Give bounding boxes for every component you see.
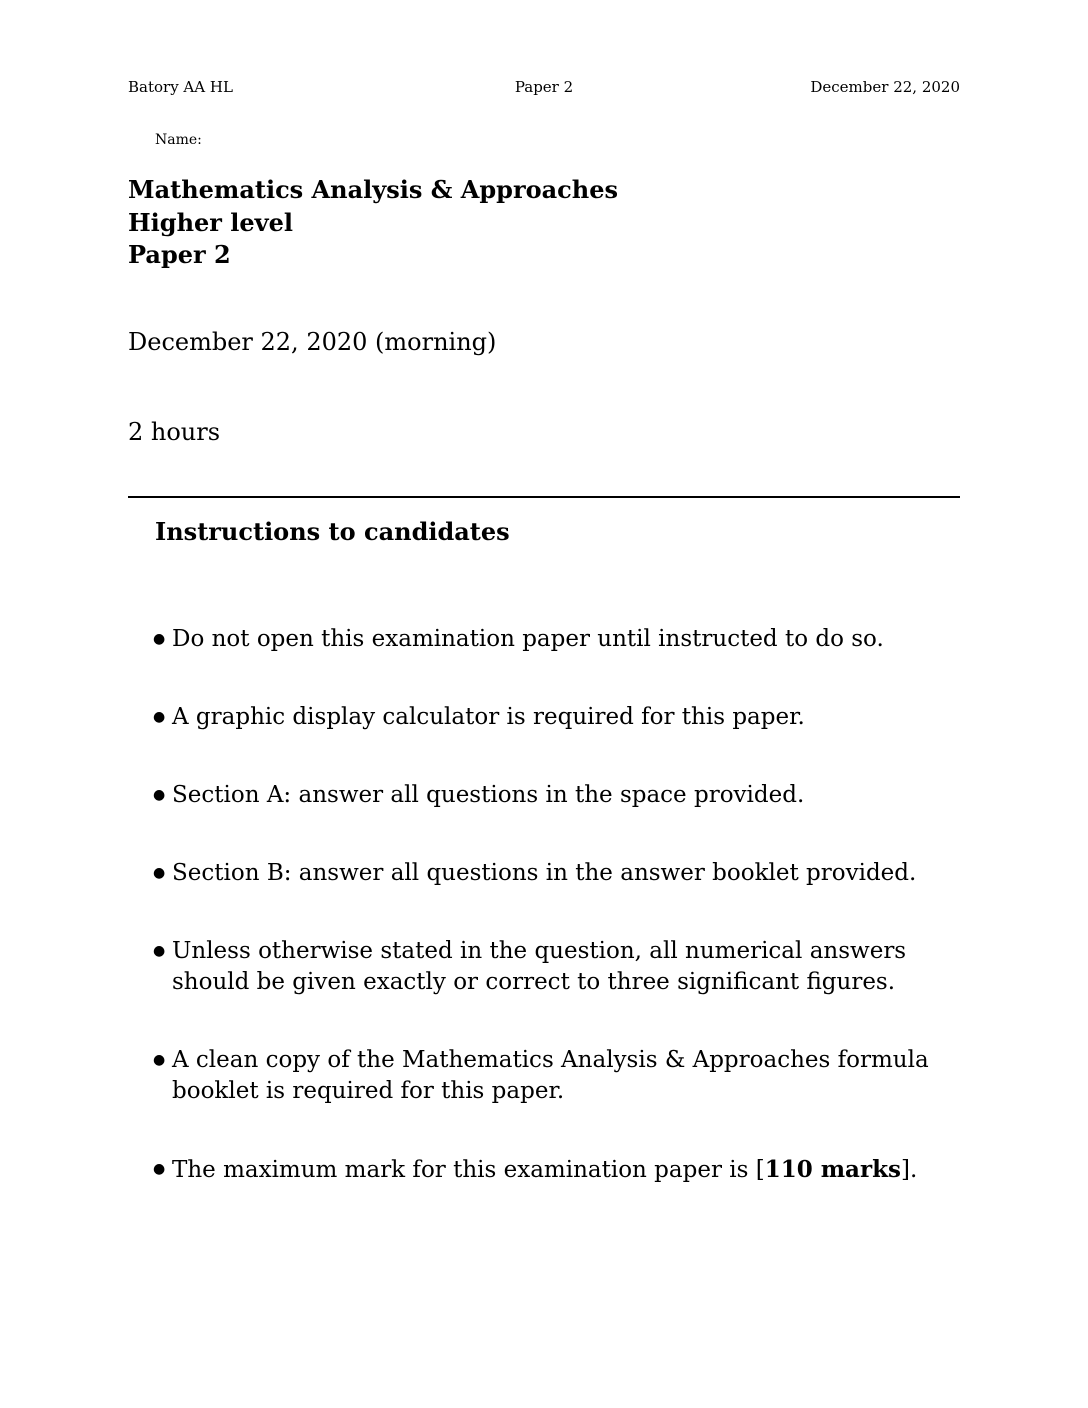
exam-title-paper: Paper 2 bbox=[128, 240, 231, 269]
instruction-text: Section A: answer all questions in the space provided. bbox=[172, 782, 805, 808]
exam-title-subject: Mathematics Analysis & Approaches bbox=[128, 175, 618, 204]
instruction-text: Section B: answer all questions in the answer booklet provided. bbox=[172, 860, 917, 886]
instruction-text-before: The maximum mark for this examination paper is [ bbox=[172, 1157, 765, 1183]
bullet-icon: ● bbox=[153, 631, 166, 647]
bullet-icon: ● bbox=[153, 943, 166, 959]
horizontal-divider bbox=[128, 496, 960, 498]
header-paper: Paper 2 bbox=[514, 78, 574, 96]
header-course: Batory AA HL bbox=[128, 78, 233, 96]
instruction-item bbox=[153, 1045, 961, 1107]
instruction-text bbox=[172, 1154, 961, 1186]
instruction-text: Do not open this examination paper until instructed to do so. bbox=[172, 626, 884, 652]
exam-title-level: Higher level bbox=[128, 207, 294, 237]
instruction-text: Unless otherwise stated in the question, all numerical answers should be given exactly or correct to three significant figures. bbox=[172, 938, 907, 995]
instruction-item bbox=[153, 858, 961, 889]
bullet-icon: ● bbox=[153, 865, 166, 881]
name-label: Name: bbox=[155, 132, 202, 148]
max-marks: 110 marks bbox=[764, 1156, 901, 1183]
exam-date: December 22, 2020 (morning) bbox=[128, 328, 497, 356]
bullet-icon: ● bbox=[153, 1161, 166, 1177]
instruction-item bbox=[153, 624, 961, 655]
page-header bbox=[128, 78, 960, 100]
bullet-icon: ● bbox=[153, 787, 166, 803]
exam-duration: 2 hours bbox=[128, 418, 221, 446]
instruction-item bbox=[153, 1154, 961, 1186]
header-date: December 22, 2020 bbox=[810, 78, 960, 96]
bullet-icon: ● bbox=[153, 1052, 166, 1068]
instruction-item bbox=[153, 780, 961, 811]
exam-title bbox=[128, 174, 618, 272]
instruction-item bbox=[153, 936, 961, 998]
bullet-icon: ● bbox=[153, 709, 166, 725]
instructions-heading: Instructions to candidates bbox=[155, 517, 510, 546]
instruction-text-after: ]. bbox=[900, 1157, 918, 1183]
instruction-item bbox=[153, 702, 961, 733]
instruction-text: A clean copy of the Mathematics Analysis & Approaches formula booklet is required for this paper. bbox=[172, 1047, 929, 1104]
instruction-text: A graphic display calculator is required for this paper. bbox=[172, 704, 805, 730]
